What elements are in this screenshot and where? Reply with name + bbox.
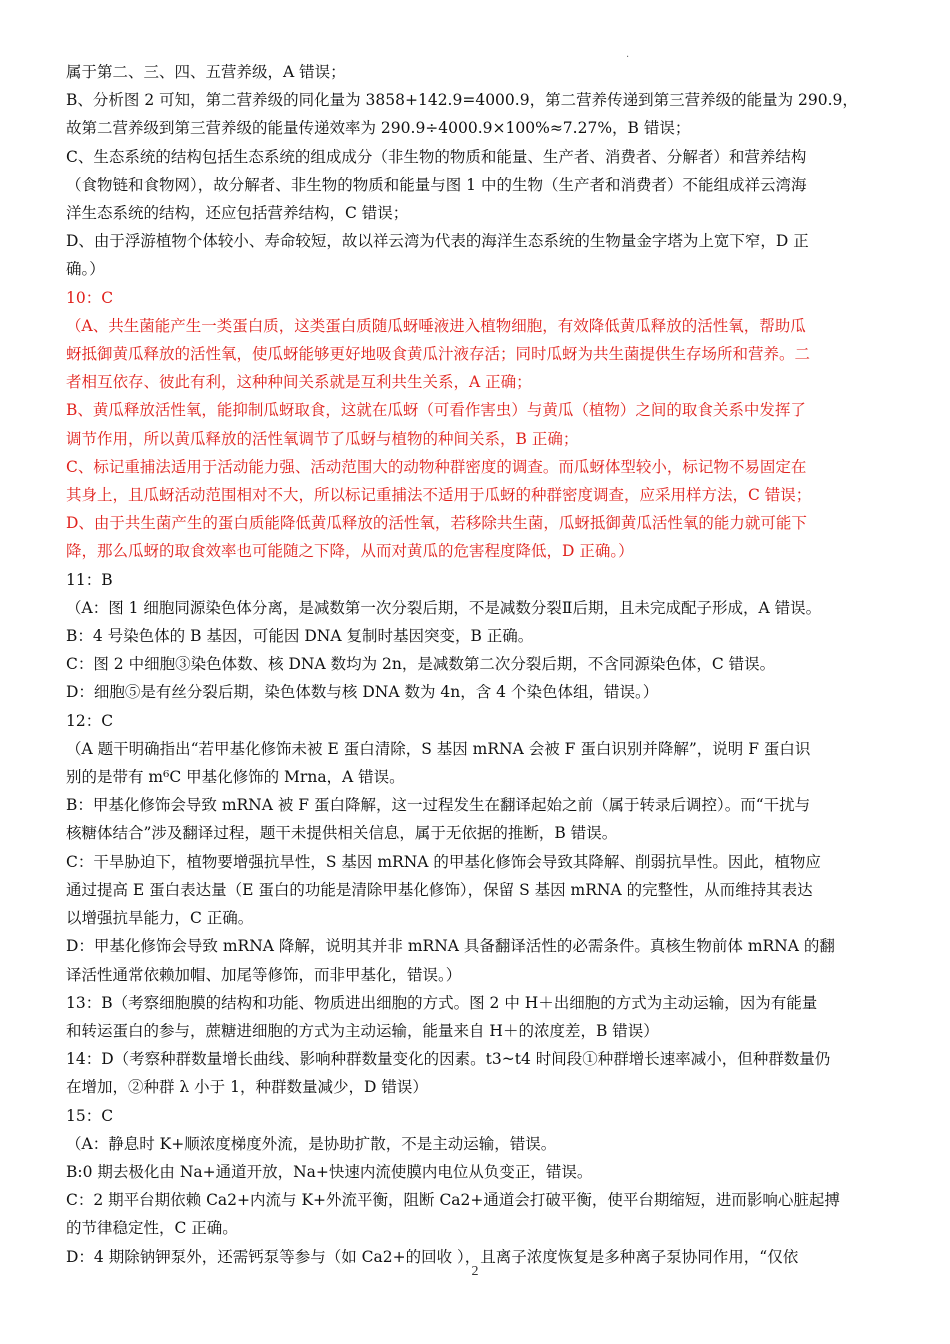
text-line: 13：B（考察细胞膜的结构和功能、物质进出细胞的方式。图 2 中 H＋出细胞的方式为主动运输，因为有能量: [66, 993, 818, 1012]
text-line: B：4 号染色体的 B 基因，可能因 DNA 复制时基因突变，B 正确。: [66, 627, 534, 646]
text-line: 的节律稳定性，C 正确。: [66, 1219, 238, 1238]
text-line: 11：B: [66, 570, 113, 589]
text-line: C：图 2 中细胞③染色体数、核 DNA 数均为 2n，是减数第二次分裂后期，不含同源染色体，C 错误。: [66, 655, 776, 674]
text-line: C、标记重捕法适用于活动能力强、活动范围大的动物种群密度的调查。而瓜蚜体型较小，标记物不易固定在: [66, 457, 807, 476]
text-line: （A 题干明确指出“若甲基化修饰未被 E 蛋白清除，S 基因 mRNA 会被 F 蛋白识别并降解”，说明 F 蛋白识: [66, 739, 811, 758]
text-line: 降，那么瓜蚜的取食效率也可能随之下降，从而对黄瓜的危害程度降低，D 正确。）: [66, 542, 634, 561]
page-number: 2: [471, 1264, 479, 1279]
text-line: 洋生态系统的结构，还应包括营养结构，C 错误；: [66, 204, 409, 223]
text-line: B：甲基化修饰会导致 mRNA 被 F 蛋白降解，这一过程发生在翻译起始之前（属于转录后调控）。而“干扰与: [66, 796, 811, 815]
text-line: D、由于共生菌产生的蛋白质能降低黄瓜释放的活性氧，若移除共生菌，瓜蚜抵御黄瓜活性氧的能力就可能下: [66, 514, 807, 533]
text-line: 别的是带有 m⁶C 甲基化修饰的 Mrna，A 错误。: [66, 768, 405, 787]
text-line: 在增加，②种群 λ 小于 1，种群数量减少，D 错误）: [66, 1078, 428, 1097]
text-line: （A、共生菌能产生一类蛋白质，这类蛋白质随瓜蚜唾液进入植物细胞，有效降低黄瓜释放的活性氧，帮助瓜: [66, 316, 806, 335]
text-line: 译活性通常依赖加帽、加尾等修饰，而非甲基化，错误。）: [66, 965, 462, 984]
text-line: D：4 期除钠钾泵外，还需钙泵等参与（如 Ca2+的回收 ），且离子浓度恢复是多种离子泵协同作用，“仅依: [66, 1247, 799, 1266]
text-line: 10：C: [66, 288, 114, 307]
text-line: D：甲基化修饰会导致 mRNA 降解，说明其并非 mRNA 具备翻译活性的必需条件。真核生物前体 mRNA 的翻: [66, 937, 835, 956]
text-line: （A：静息时 K+顺浓度梯度外流，是协助扩散，不是主动运输，错误。: [66, 1134, 557, 1153]
text-line: 确。）: [66, 260, 105, 279]
text-line: D、由于浮游植物个体较小、寿命较短，故以祥云湾为代表的海洋生态系统的生物量金字塔为上宽下窄，D 正: [66, 232, 809, 251]
header-mark: .: [626, 49, 630, 60]
text-line: B:0 期去极化由 Na+通道开放，Na+快速内流使膜内电位从负变正，错误。: [66, 1162, 593, 1181]
text-line: （食物链和食物网），故分解者、非生物的物质和能量与图 1 中的生物（生产者和消费者）不能组成祥云湾海: [66, 175, 807, 194]
text-line: 蚜抵御黄瓜释放的活性氧，使瓜蚜能够更好地吸食黄瓜汁液存活；同时瓜蚜为共生菌提供生存场所和营养。二: [66, 345, 811, 364]
text-line: 通过提高 E 蛋白表达量（E 蛋白的功能是清除甲基化修饰），保留 S 基因 mRNA 的完整性，从而维持其表达: [66, 880, 813, 899]
answer-explanation-text: [66, 58, 908, 1271]
text-line: 故第二营养级到第三营养级的能量传递效率为 290.9÷4000.9×100%≈7.27%，B 错误；: [66, 119, 691, 138]
text-line: 以增强抗旱能力，C 正确。: [66, 909, 254, 928]
text-line: 者相互依存、彼此有利，这种种间关系就是互利共生关系，A 正确；: [66, 373, 532, 392]
text-line: B、黄瓜释放活性氧，能抑制瓜蚜取食，这就在瓜蚜（可看作害虫）与黄瓜（植物）之间的取食关系中发挥了: [66, 401, 806, 420]
text-line: B、分析图 2 可知，第二营养级的同化量为 3858+142.9=4000.9，第二营养传递到第三营养级的能量为 290.9，: [66, 91, 858, 110]
text-line: C：2 期平台期依赖 Ca2+内流与 K+外流平衡，阻断 Ca2+通道会打破平衡，使平台期缩短，进而影响心脏起搏: [66, 1191, 840, 1210]
text-line: D：细胞⑤是有丝分裂后期，染色体数与核 DNA 数为 4n，含 4 个染色体组，错误。）: [66, 683, 659, 702]
text-line: 和转运蛋白的参与，蔗糖进细胞的方式为主动运输，能量来自 H＋的浓度差，B 错误）: [66, 1021, 659, 1040]
text-line: 属于第二、三、四、五营养级，A 错误；: [66, 63, 346, 81]
text-line: 核糖体结合”涉及翻译过程，题干未提供相关信息，属于无依据的推断，B 错误。: [66, 824, 618, 843]
text-line: （A：图 1 细胞同源染色体分离，是减数第一次分裂后期，不是减数分裂Ⅱ后期，且未完成配子形成，A 错误。: [66, 598, 822, 617]
text-line: C、生态系统的结构包括生态系统的组成成分（非生物的物质和能量、生产者、消费者、分解者）和营养结构: [66, 147, 807, 166]
text-line: 12：C: [66, 711, 114, 730]
text-line: 15：C: [66, 1106, 114, 1125]
text-line: 调节作用，所以黄瓜释放的活性氧调节了瓜蚜与植物的种间关系，B 正确；: [66, 429, 579, 448]
text-line: C：干旱胁迫下，植物要增强抗旱性，S 基因 mRNA 的甲基化修饰会导致其降解、削弱抗旱性。因此，植物应: [66, 852, 821, 871]
text-line: 其身上，且瓜蚜活动范围相对不大，所以标记重捕法不适用于瓜蚜的种群密度调查，应采用样方法，C 错误；: [66, 486, 812, 505]
text-line: 14：D（考察种群数量增长曲线、影响种群数量变化的因素。t3~t4 时间段①种群增长速率减小，但种群数量仍: [66, 1050, 831, 1069]
